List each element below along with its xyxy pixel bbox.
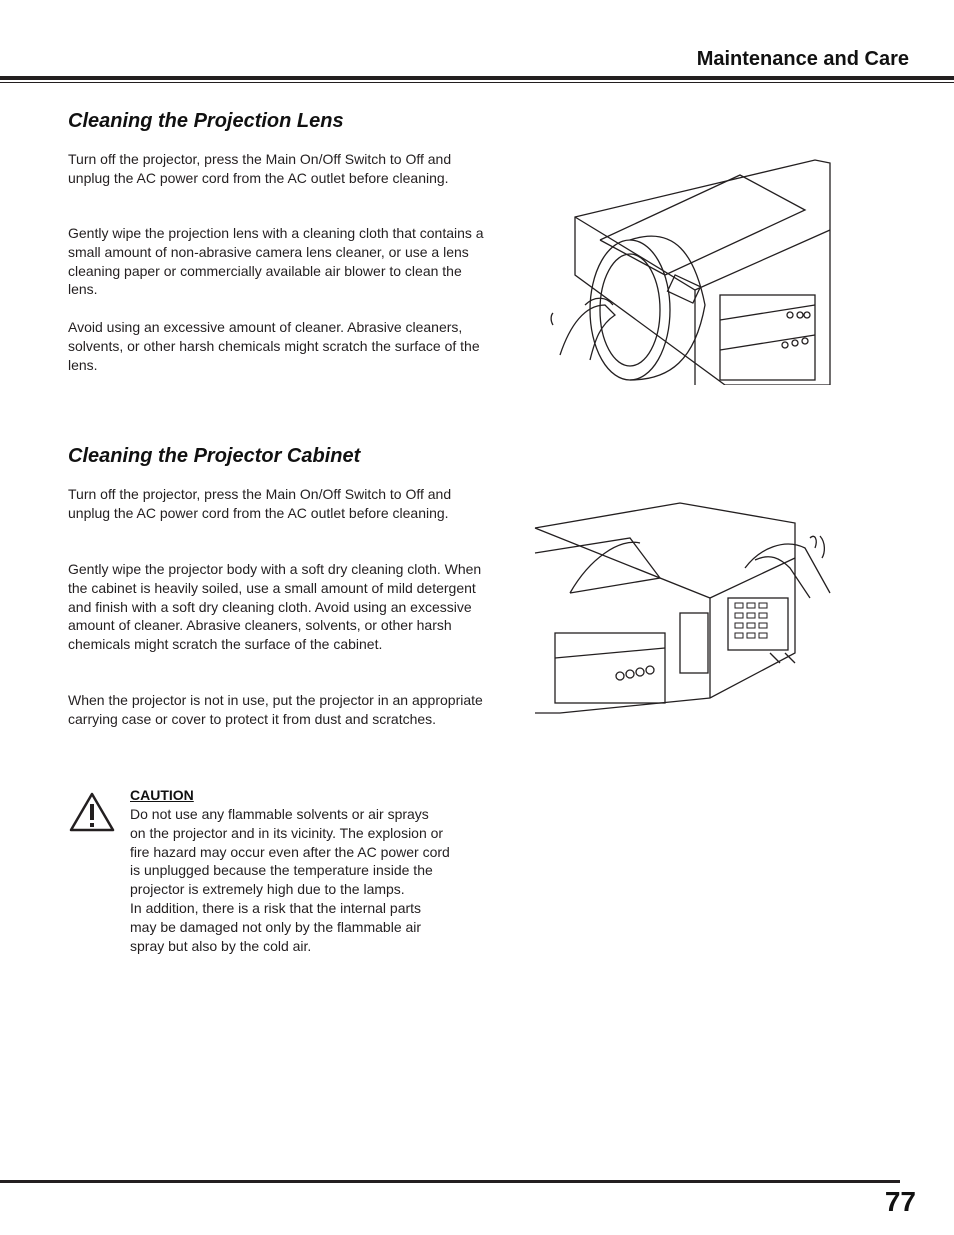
caution-label: CAUTION <box>130 787 194 803</box>
section-title-cabinet: Cleaning the Projector Cabinet <box>68 445 361 467</box>
header-rule <box>0 76 954 80</box>
cabinet-paragraph-2: Gently wipe the projector body with a soft dry cleaning cloth. When the cabinet is heavily soiled, use a small amount of mild detergent and finish with a soft dry cleaning cloth. Avoid using an excessive amount of cleaner. Abrasive cleaners, solvents, or other harsh chemicals might scratch the surface of the cabinet. <box>68 561 482 653</box>
caution-text: Do not use any flammable solvents or air sprays on the projector and in its vicinity. The explosion or fire hazard may occur even after the AC power cord is unplugged because the temperature inside the projector is extremely high due to the lamps. In addition, there is a risk that the internal parts may be damaged not only by the flammable air spray but also by the cold air. <box>130 806 450 954</box>
cabinet-paragraph-1: Turn off the projector, press the Main On/Off Switch to Off and unplug the AC power cord from the AC outlet before cleaning. <box>68 486 452 521</box>
lens-paragraph-3: Avoid using an excessive amount of cleaner. Abrasive cleaners, solvents, or other harsh chemicals might scratch the surface of the lens. <box>68 319 480 373</box>
cabinet-paragraph-3: When the projector is not in use, put the projector in an appropriate carrying case or cover to protect it from dust and scratches. <box>68 692 483 727</box>
cabinet-cleaning-illustration <box>530 498 835 716</box>
lens-paragraph-2: Gently wipe the projection lens with a cleaning cloth that contains a small amount of non-abrasive camera lens cleaner, or use a lens cleaning paper or commercially available air blower to clean the lens. <box>68 225 484 298</box>
warning-triangle-icon <box>69 792 115 832</box>
lens-paragraph-1: Turn off the projector, press the Main On/Off Switch to Off and unplug the AC power cord from the AC outlet before cleaning. <box>68 151 452 186</box>
footer-rule <box>0 1180 900 1183</box>
page-header-title: Maintenance and Care <box>696 48 909 70</box>
section-title-lens: Cleaning the Projection Lens <box>68 110 344 132</box>
header-rule-thin <box>0 82 954 83</box>
lens-cleaning-illustration <box>545 155 835 385</box>
page-number: 77 <box>884 1186 916 1217</box>
